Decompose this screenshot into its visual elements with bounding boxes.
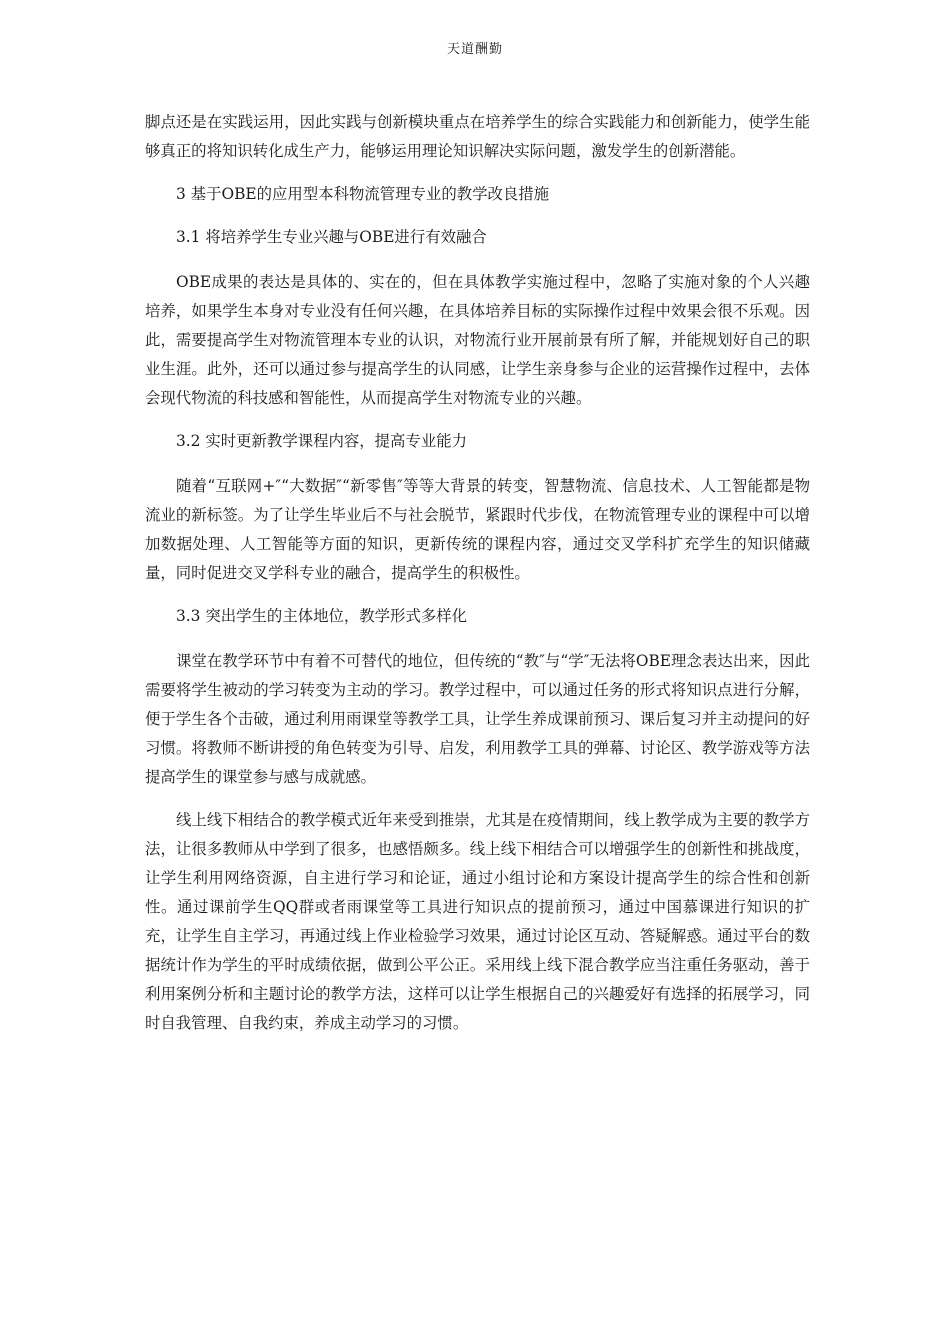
section-3-heading: 3 基于OBE的应用型本科物流管理专业的教学改良措施 — [176, 185, 550, 203]
section-3-3-heading: 3.3 突出学生的主体地位，教学形式多样化 — [176, 607, 468, 625]
intro-paragraph: 脚点还是在实践运用，因此实践与创新模块重点在培养学生的综合实践能力和创新能力，使学生能够真正的将知识转化成生产力，能够运用理论知识解决实际问题，激发学生的创新潜能。 — [145, 113, 810, 160]
section-3-2-paragraph: 随着“互联网+″“大数据″“新零售″等等大背景的转变，智慧物流、信息技术、人工智能都是物流业的新标签。为了让学生毕业后不与社会脱节，紧跟时代步伐，在物流管理专业的课程中可以增加数据处理、人工智能等方面的知识，更新传统的课程内容，通过交叉学科扩充学生的知识储藏量，同时促进交叉学科专业的融合，提高学生的积极性。 — [145, 477, 810, 582]
section-3-3-paragraph-2: 线上线下相结合的教学模式近年来受到推崇，尤其是在疫情期间，线上教学成为主要的教学方法，让很多教师从中学到了很多，也感悟颇多。线上线下相结合可以增强学生的创新性和挑战度，让学生利用网络资源，自主进行学习和论证，通过小组讨论和方案设计提高学生的综合性和创新性。通过课前学生QQ群或者雨课堂等工具进行知识点的提前预习，通过中国慕课进行知识的扩充，让学生自主学习，再通过线上作业检验学习效果，通过讨论区互动、答疑解惑。通过平台的数据统计作为学生的平时成绩依据，做到公平公正。采用线上线下混合教学应当注重任务驱动，善于利用案例分析和主题讨论的教学方法，这样可以让学生根据自己的兴趣爱好有选择的拓展学习，同时自我管理、自我约束，养成主动学习的习惯。 — [145, 811, 810, 1032]
document-body — [145, 108, 810, 1038]
section-3-3-paragraph-1: 课堂在教学环节中有着不可替代的地位，但传统的“教″与“学″无法将OBE理念表达出来，因此需要将学生被动的学习转变为主动的学习。教学过程中，可以通过任务的形式将知识点进行分解，便于学生各个击破，通过利用雨课堂等教学工具，让学生养成课前预习、课后复习并主动提问的好习惯。将教师不断讲授的角色转变为引导、启发，利用教学工具的弹幕、讨论区、教学游戏等方法提高学生的课堂参与感与成就感。 — [145, 652, 810, 786]
section-3-1-paragraph: OBE成果的表达是具体的、实在的，但在具体教学实施过程中，忽略了实施对象的个人兴趣培养，如果学生本身对专业没有任何兴趣，在具体培养目标的实际操作过程中效果会很不乐观。因此，需要提高学生对物流管理本专业的认识，对物流行业开展前景有所了解，并能规划好自己的职业生涯。此外，还可以通过参与提高学生的认同感，让学生亲身参与企业的运营操作过程中，去体会现代物流的科技感和智能性，从而提高学生对物流专业的兴趣。 — [145, 273, 810, 407]
page-header: 天道酬勤 — [446, 42, 503, 57]
section-3-2-heading: 3.2 实时更新教学课程内容，提高专业能力 — [176, 432, 468, 450]
section-3-1-heading: 3.1 将培养学生专业兴趣与OBE进行有效融合 — [176, 228, 487, 246]
